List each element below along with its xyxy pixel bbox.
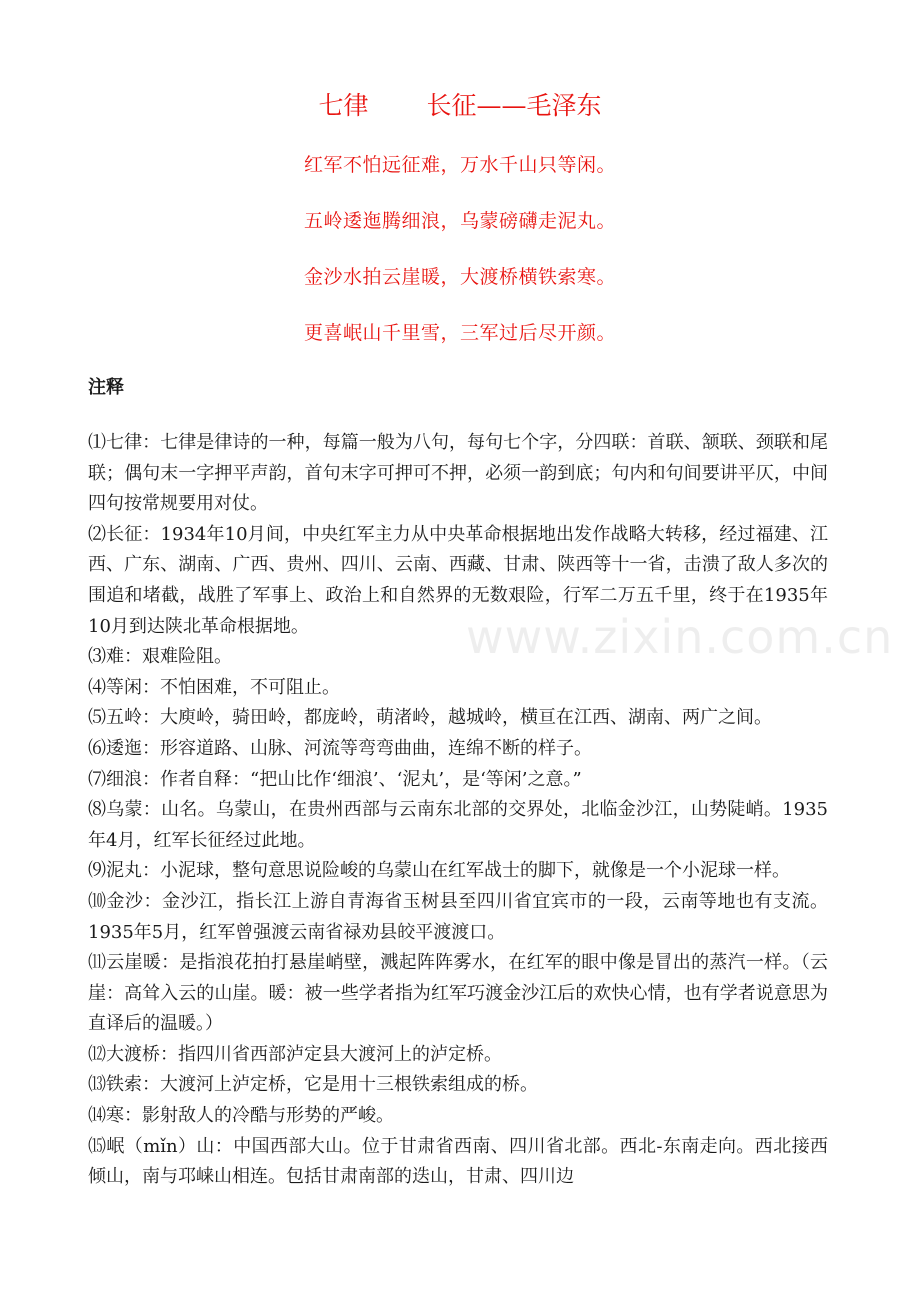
note-item: ⑺细浪：作者自释：“把山比作‘细浪’、‘泥丸’，是‘等闲’之意。” [88, 768, 582, 790]
note-item: ⑷等闲：不怕困难，不可阻止。 [88, 676, 340, 698]
note-item: ⑴七律：七律是律诗的一种，每篇一般为八句，每句七个字，分四联：首联、颔联、颈联和尾联；偶句末一字押平声韵，首句末字可押可不押，必须一韵到底；句内和句间要讲平仄，中间四句按常规要用对仗。 [88, 432, 828, 515]
poem-line: 红军不怕远征难，万水千山只等闲。 [303, 154, 616, 176]
note-item: ⒂岷（mǐn）山：中国西部大山。位于甘肃省西南、四川省北部。西北-东南走向。西北接西倾山，南与邛崃山相连。包括甘肃南部的迭山，甘肃、四川边 [88, 1135, 828, 1188]
poem-line: 金沙水拍云崖暖，大渡桥横铁索寒。 [303, 266, 616, 288]
note-item: ⑶难：艰难险阻。 [88, 646, 232, 668]
note-item: ⒁寒：影射敌人的冷酷与形势的严峻。 [88, 1105, 394, 1127]
note-item: ⑻乌蒙：山名。乌蒙山，在贵州西部与云南东北部的交界处，北临金沙江，山势陡峭。1935年4月，红军长征经过此地。 [88, 799, 828, 851]
poem-line: 更喜岷山千里雪，三军过后尽开颜。 [303, 322, 616, 344]
note-item: ⑸五岭：大庾岭，骑田岭，都庞岭，萌渚岭，越城岭，横亘在江西、湖南、两广之间。 [88, 707, 772, 729]
notes-heading: 注释 [88, 377, 124, 398]
poem-line: 五岭逶迤腾细浪，乌蒙磅礴走泥丸。 [303, 210, 616, 232]
note-item: ⑼泥丸：小泥球，整句意思说险峻的乌蒙山在红军战士的脚下，就像是一个小泥球一样。 [88, 860, 790, 882]
poem-title: 七律 长征——毛泽东 [318, 91, 602, 120]
note-item: ⑾云崖暖：是指浪花拍打悬崖峭壁，溅起阵阵雾水，在红军的眼中像是冒出的蒸汽一样。（云崖：高耸入云的山崖。暖：被一些学者指为红军巧渡金沙江后的欢快心情，也有学者说意思为直译后的温暖。） [88, 952, 828, 1035]
note-item: ⒀铁索：大渡河上泸定桥，它是用十三根铁索组成的桥。 [88, 1074, 538, 1096]
note-item: ⑽金沙：金沙江，指长江上游自青海省玉树县至四川省宜宾市的一段，云南等地也有支流。1935年5月，红军曾强渡云南省禄劝县皎平渡渡口。 [88, 890, 828, 943]
notes-list [88, 428, 828, 1193]
note-item: ⑹逶迤：形容道路、山脉、河流等弯弯曲曲，连绵不断的样子。 [88, 737, 592, 759]
note-item: ⑵长征：1934年10月间，中央红军主力从中央革命根据地出发作战略大转移，经过福建、江西、广东、湖南、广西、贵州、四川、云南、西藏、甘肃、陕西等十一省，击溃了敌人多次的围追和堵截，战胜了军事上、政治上和自然界的无数艰险，行军二万五千里，终于在1935年10月到达陕北革命根据地。 [88, 523, 828, 637]
note-item: ⑿大渡桥：指四川省西部泸定县大渡河上的泸定桥。 [88, 1043, 502, 1065]
watermark-text: www.zixin.com.cn [466, 610, 894, 664]
